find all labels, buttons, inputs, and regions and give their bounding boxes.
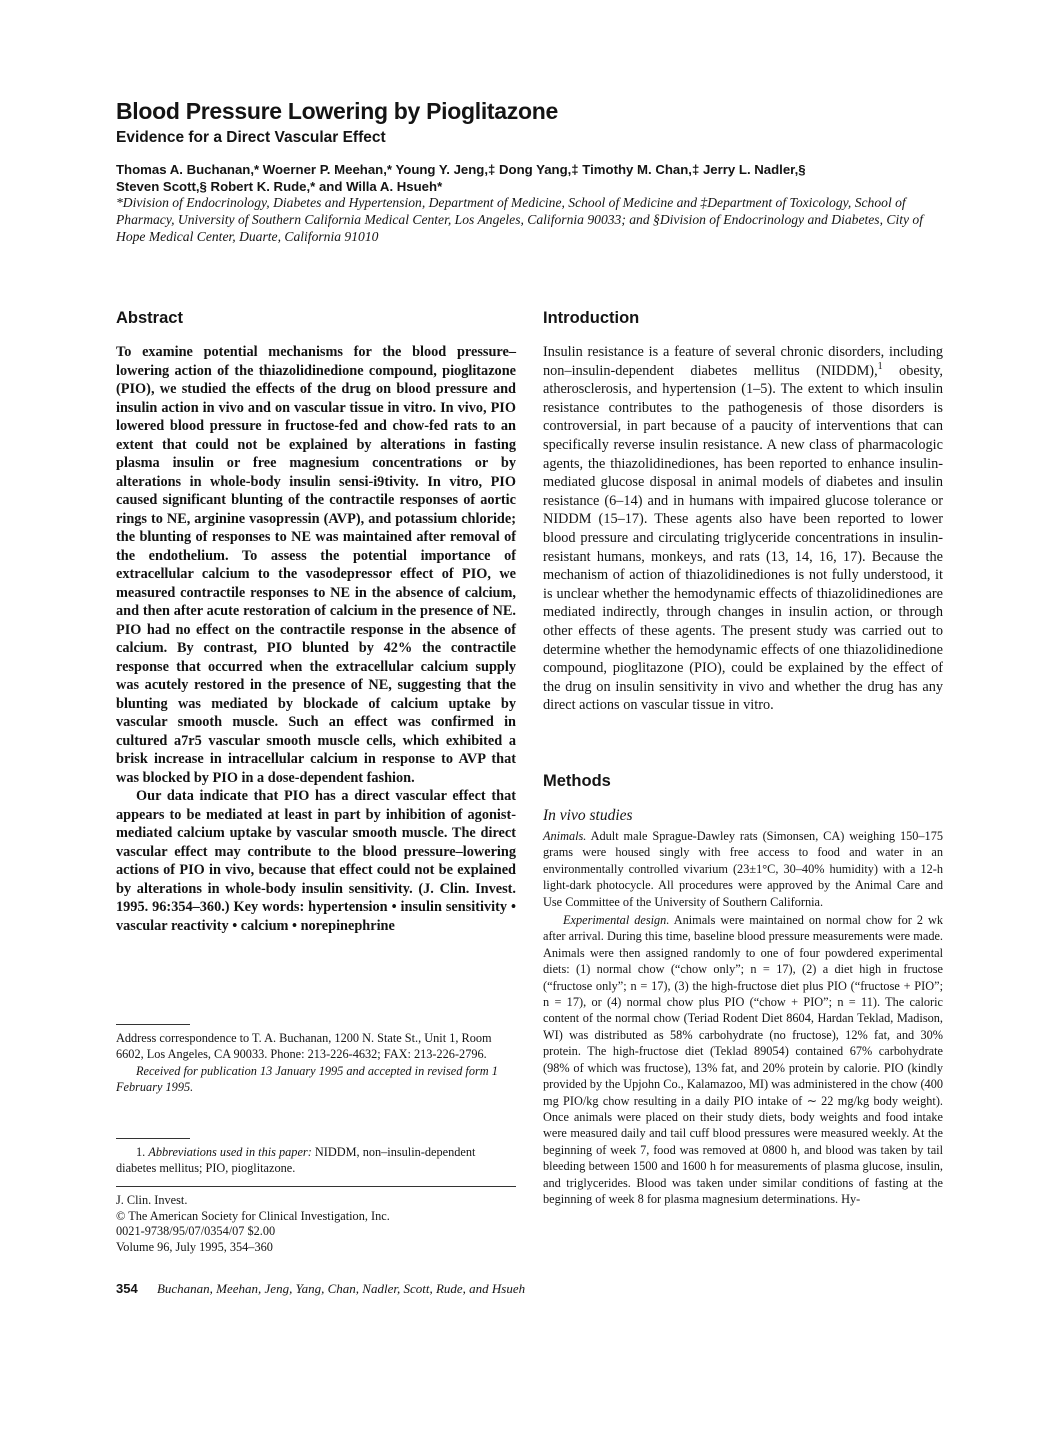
abstract-paragraph-2-text: Our data indicate that PIO has a direct vascular effect that appears to be mediated at least in part by inhibition of agonist-mediated calcium uptake by vascular smooth muscle. The direct vascular effect may contribute to the blood pressure–lowering actions of PIO in vivo, because that effect could not be explained by alterations in whole-body insulin sensitivity. xyxy=(116,788,516,897)
abbreviations-label: Abbreviations used in this paper: xyxy=(148,1145,312,1159)
correspondence-footnote xyxy=(116,1031,516,1095)
abbreviations-text xyxy=(116,1145,516,1176)
journal-name: J. Clin. Invest. xyxy=(116,1193,188,1207)
abstract-paragraph-2 xyxy=(116,787,516,935)
issn-line: 0021-9738/95/07/0354/07 $2.00 xyxy=(116,1224,276,1239)
animals-text: Adult male Sprague-Dawley rats (Simonsen, CA) weighing 150–175 grams were housed singly with free access to food and water in an environmentally controlled vivarium (23±1°C, 30–40% humidity) with a 12-h light-dark photocycle. All procedures were approved by the Animal Care and Use Committee of the University of Southern California. xyxy=(543,829,943,909)
page-number: 354 xyxy=(116,1281,138,1296)
abstract-keywords: Key words: hypertension • insulin sensitivity • vascular reactivity • calcium • norepinephrine xyxy=(116,899,516,934)
design-text: Animals were maintained on normal chow for 2 wk after arrival. During this time, baseline blood pressure measurements were made. Animals were then assigned randomly to one of four powdered experimental diets: (1) normal chow (“chow only”; n = 17), (2) a diet high in fructose (“fructose only”; n = 17), (3) the high-fructose diet plus PIO (“fructose + PIO”; n = 17), or (4) normal chow plus PIO (“chow + PIO”; n = 11). The caloric content of the normal chow (Teriad Rodent Diet 8604, Hardan Teklad, Madison, WI) was distributed as 58% carbohydrate (no fructose), 12% fat, and 30% protein. The high-fructose diet (Teklad 89054) contained 67% carbohydrate (98% of which was fructose), 13% fat, and 20% protein by calorie. PIO (kindly provided by the Upjohn Co., Kalamazoo, MI) was administered in the chow (400 mg PIO/kg chow resulting in a daily PIO intake of ∼ 22 mg/kg body weight). Once animals were placed on their study diets, body weights and food intake were measured daily and tail cuff blood pressures were measured weekly. At the beginning of week 7, food was removed at 0800 h, and blood was taken by tail bleeding between 1500 and 1600 h for measurements of plasma glucose, insulin, and triglycerides. Blood was taken under similar conditions of fasting at the beginning of week 8 for plasma magnesium determinations. Hy- xyxy=(543,913,943,1206)
abstract-paragraph-1: To examine potential mechanisms for the blood pressure–lowering action of the thiazolidinedione compound, pioglitazone (PIO), we studied the effects of the drug on blood pressure and insulin action in vivo and on vascular tissue in vitro. In vivo, PIO lowered blood pressure in fructose-fed and chow-fed rats to an extent that could not be explained by alterations in fasting plasma insulin or free magnesium concentrations or by alterations in whole-body insulin sensi-i9tivity. In vitro, PIO caused significant blunting of the contractile responses of aortic rings to NE, arginine vasopressin (AVP), and potassium chloride; the blunting of responses to NE was maintained after removal of the endothelium. To assess the potential importance of extracellular calcium to the vasodepressor effect of PIO, we measured contractile responses to NE in the absence of calcium, and then after acute restoration of calcium in the presence of NE. PIO had no effect on the contractile response in the absence of calcium. By contrast, PIO blunted by 42% the contractile response that occurred when the extracellular calcium supply was acutely restored in the presence of NE, suggesting that the blunting was mediated by blockade of calcium uptake by vascular smooth muscle. Such an effect was confirmed in cultured a7r5 vascular smooth muscle cells, which exhibited a brisk increase in intracellular calcium in response to AVP that was blocked by PIO in a dose-dependent fashion. xyxy=(116,344,516,786)
footnote-divider xyxy=(116,1138,190,1139)
in-vivo-subheading: In vivo studies xyxy=(543,807,633,824)
volume-line: Volume 96, July 1995, 354–360 xyxy=(116,1239,273,1254)
abstract-body xyxy=(116,343,516,935)
journal-info-divider xyxy=(116,1186,516,1187)
introduction-heading: Introduction xyxy=(543,309,640,327)
introduction-text-end: obesity, atherosclerosis, and hypertension (1–5). The extent to which insulin resistance contributes to the pathogenesis of those disorders is controversial, in part because of a paucity of interventions that can specifically reverse insulin resistance. A new class of pharmacologic agents, the thiazolidinediones, has been reported to enhance insulin-mediated glucose disposal in animal models of diabetes and insulin resistance (6–14) and in humans with impaired glucose tolerance or NIDDM (15–17). These agents also have been reported to lower blood pressure and circulating triglyceride concentrations in insulin-resistant humans, monkeys, and rats (13, 14, 16, 17). Because the mechanism of action of thiazolidinediones is not fully understood, it is unclear whether the hemodynamic effects of thiazolidinediones are mediated indirectly, through changes in insulin action, or through other effects of these agents. The present study was carried out to determine whether the hemodynamic effects of one thiazolidinedione compound, pioglitazone (PIO), could be explained by the effect of the drug on insulin sensitivity in vivo and whether the drug has any direct actions on vascular tissue in vitro. xyxy=(543,362,943,714)
running-authors: Buchanan, Meehan, Jeng, Yang, Chan, Nadler, Scott, Rude, and Hsueh xyxy=(156,1281,526,1296)
copyright-line: © The American Society for Clinical Investigation, Inc. xyxy=(116,1208,390,1223)
author-line-2: Steven Scott,§ Robert K. Rude,* and Willa A. Hsueh* xyxy=(116,179,443,194)
abstract-heading: Abstract xyxy=(116,309,183,327)
methods-heading: Methods xyxy=(543,772,611,790)
introduction-body xyxy=(543,343,943,715)
article-title: Blood Pressure Lowering by Pioglitazone xyxy=(116,98,558,124)
abbreviations-footnote xyxy=(116,1145,516,1176)
introduction-text-start: Insulin resistance is a feature of several chronic disorders, including non–insulin-dependent diabetes mellitus (NIDDM), xyxy=(543,344,943,379)
design-label: Experimental design. xyxy=(563,913,670,928)
abbreviations-mark: 1. xyxy=(136,1145,146,1159)
abstract-citation: (J. Clin. Invest. 1995. 96:354–360.) xyxy=(116,880,516,915)
design-paragraph xyxy=(543,912,943,1207)
animals-paragraph xyxy=(543,828,943,910)
footnote-divider xyxy=(116,1024,190,1025)
methods-body xyxy=(543,828,943,1207)
footnote-marker: 1 xyxy=(877,360,883,372)
author-list xyxy=(116,161,946,195)
animals-label: Animals. xyxy=(543,829,587,843)
article-subtitle: Evidence for a Direct Vascular Effect xyxy=(116,129,386,146)
affiliations: *Division of Endocrinology, Diabetes and Hypertension, Department of Medicine, School of Medicine and ‡Department of Toxicology, School of Pharmacy, University of Southern California Medical Center, Los Angeles, California 90033; and §Division of Endocrinology and Diabetes, City of Hope Medical Center, Duarte, California 91010 xyxy=(116,195,924,244)
page-footer xyxy=(116,1281,816,1297)
journal-info xyxy=(116,1193,516,1255)
received-date-text: Received for publication 13 January 1995 and accepted in revised form 1 February 1995. xyxy=(116,1064,498,1094)
abbreviations-body: NIDDM, non–insulin-dependent diabetes mellitus; PIO, pioglitazone. xyxy=(116,1145,476,1175)
correspondence-text: Address correspondence to T. A. Buchanan, 1200 N. State St., Unit 1, Room 6602, Los Angeles, CA 90033. Phone: 213-226-4632; FAX: 213-226-2796. xyxy=(116,1031,492,1061)
author-line-1: Thomas A. Buchanan,* Woerner P. Meehan,* Young Y. Jeng,‡ Dong Yang,‡ Timothy M. Chan,‡ Jerry L. Nadler,§ xyxy=(116,162,806,177)
